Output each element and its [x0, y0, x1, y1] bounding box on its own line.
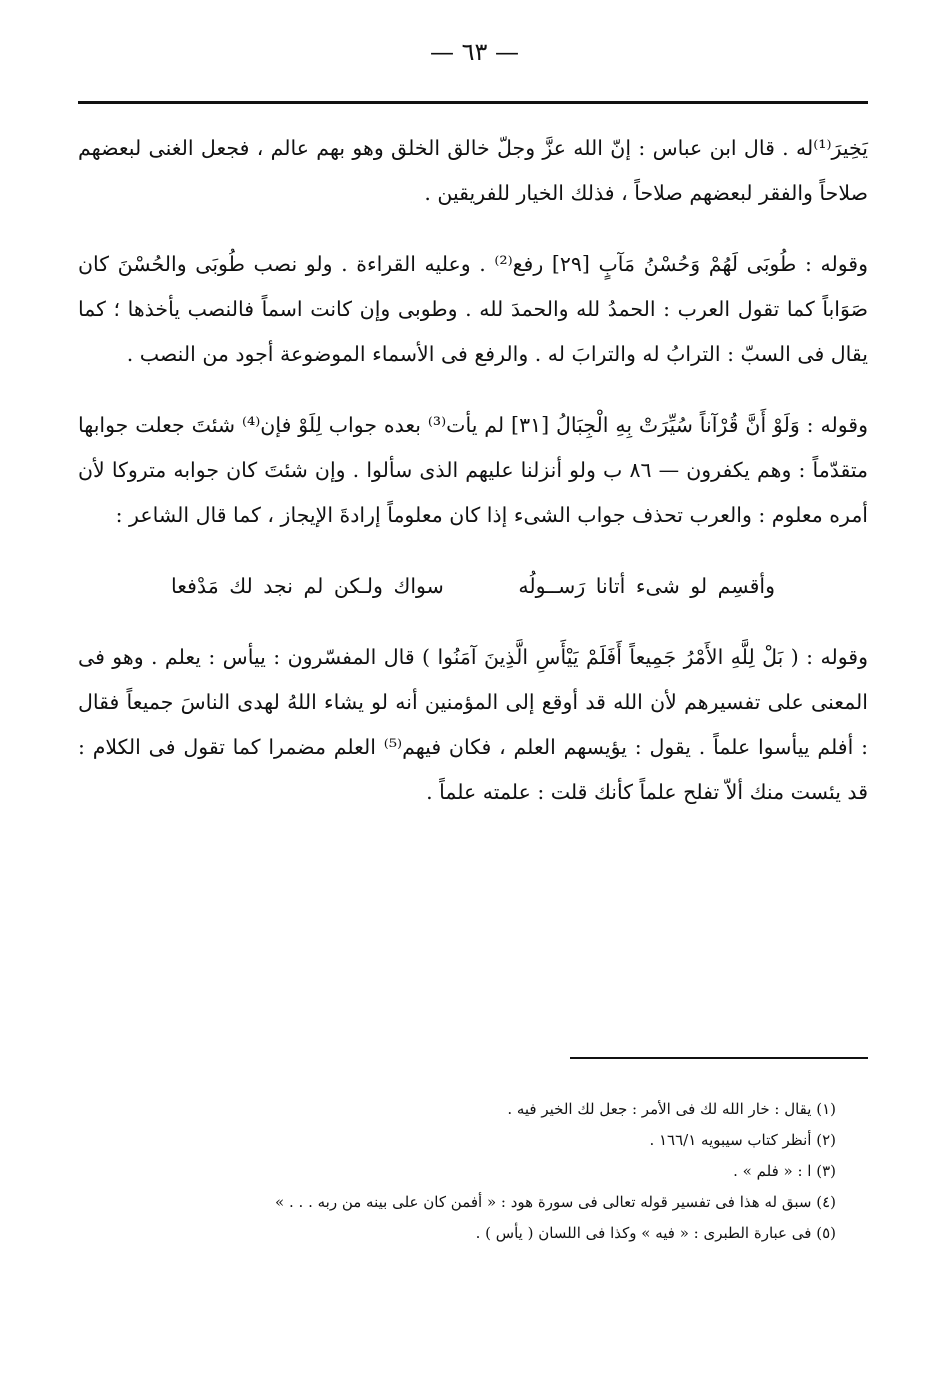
paragraph-3: وقوله : وَلَوْ أَنَّ قُرْآناً سُيِّرَتْ بِهِ الْجِبَالُ [٣١] لم يأت⁽³⁾ بعده جواب لِلَوْ فإن⁽⁴⁾ شئتَ جعلت جوابها متقدّماً : وهم يكفرون — ٨٦ ب ولو أنزلنا عليهم الذى سألوا . وإن شئتَ كان جوابه متروكا لأن أمره معلوم : والعرب تحذف جواب الشىء إذا كان معلوماً إرادةَ الإيجاز ، كما قال الشاعر :: [78, 413, 869, 527]
footnote-1: (١) يقال : خار الله لك فى الأمر : جعل لك الخير فيه .: [507, 1100, 836, 1118]
footnote-rule: [570, 1057, 868, 1059]
verse-first-half: وأقسِم لو شىء أتانا رَســولُه: [518, 574, 775, 598]
footnote-4: (٤) سبق له هذا فى تفسير قوله تعالى فى سورة هود : « أفمن كان على بينه من ربه . . . »: [275, 1193, 836, 1211]
page-number: — ٦٣ —: [429, 38, 520, 66]
paragraph-4: وقوله : ( بَلْ لِلَّهِ الأَمْرُ جَمِيعاً أَفَلَمْ يَيْأَسِ الَّذِينَ آمَنُوا ) قال المفسّرون : ييأس : يعلم . وهو فى المعنى على تفسيرهم لأن الله قد أوقع إلى المؤمنين أنه لو يشاء اللهُ لهدى الناسَ جميعاً فقال : أفلم ييأسوا علماً . يقول : يؤيسهم العلم ، فكان فيهم⁽⁵⁾ العلم مضمرا كما تقول فى الكلام : قد يئست منك ألاّ تفلح علماً كأنك قلت : علمته علماً .: [78, 645, 868, 804]
paragraph-2: وقوله : طُوبَى لَهُمْ وَحُسْنُ مَآبٍ [٢٩] رفع⁽²⁾ . وعليه القراءة . ولو نصب طُوبَى والحُسْنَ كان صَوَاباً كما تقول العرب : الحمدُ لله والحمدَ لله . وطوبى وإن كانت اسماً فالنصب يأخذها ؛ كما يقال فى السبّ : الترابُ له والترابَ له . والرفع فى الأسماء الموضوعة أجود من النصب .: [78, 252, 868, 366]
paragraph-1: يَخِيرَ⁽¹⁾له . قال ابن عباس : إنّ الله عزَّ وجلّ خالق الخلق وهو بهم عالم ، فجعل الغنى لبعضهم صلاحاً والفقر لبعضهم صلاحاً ، فذلك الخيار للفريقين .: [78, 136, 868, 205]
footnote-2: (٢) أنظر كتاب سيبويه ١٦٦/١ .: [649, 1131, 836, 1149]
footnote-5: (٥) فى عبارة الطبرى : « فيه » وكذا فى اللسان ( يأس ) .: [475, 1224, 836, 1242]
footnotes: [78, 1094, 836, 1249]
verse-second-half: سواك ولـكن لم نجد لك مَدْفعا: [171, 574, 444, 598]
poetry-verse: [78, 564, 868, 609]
header-rule: [78, 101, 868, 104]
body-text: [78, 126, 868, 841]
footnote-3: (٣) ا : « فلم » .: [733, 1162, 836, 1180]
